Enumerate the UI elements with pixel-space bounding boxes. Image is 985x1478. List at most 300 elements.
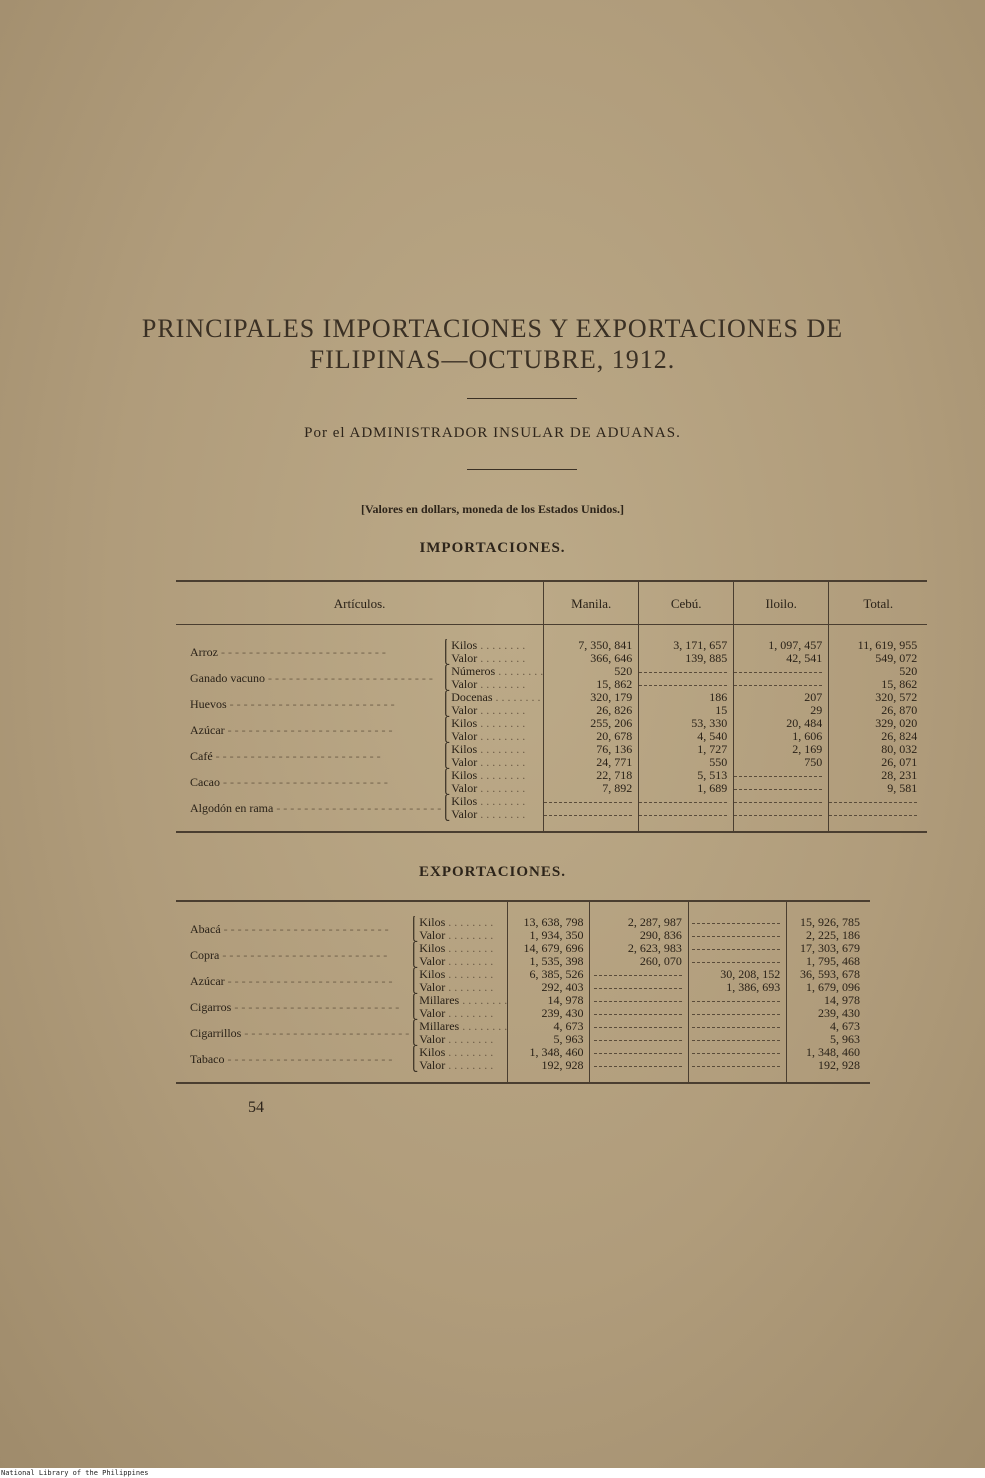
cell-cebu (590, 1020, 688, 1033)
unit-label (441, 691, 544, 704)
unit-label (441, 704, 544, 717)
cell-iloilo: 1, 386, 693 (688, 981, 786, 994)
brace-mark: ⎩ (409, 929, 419, 942)
brace-mark: ⎧ (441, 717, 451, 730)
cell-iloilo (734, 795, 829, 808)
leader-dots: - - - - - - - - - - - - - - - - - - - - - - - - (231, 999, 400, 1014)
empty-dash (639, 671, 727, 673)
leader-dots: - - - - - - - - - - - - - - - - - - - - - - - - (224, 1051, 393, 1066)
exports-table (176, 900, 870, 1084)
unit-label (441, 678, 544, 691)
cell-cebu (639, 665, 734, 678)
leader-dots: . . . . . . . . (477, 756, 526, 769)
cell-iloilo: 750 (734, 756, 829, 769)
cell-iloilo (688, 1020, 786, 1033)
brace-mark: ⎧ (409, 994, 419, 1007)
unit-text: Valor (419, 955, 446, 968)
cell-total: 1, 679, 096 (787, 981, 870, 994)
leader-dots: . . . . . . . . (445, 916, 494, 929)
cell-cebu (590, 981, 688, 994)
empty-dash (734, 814, 822, 816)
unit-label (409, 1046, 508, 1059)
unit-text: Valor (419, 1033, 446, 1046)
unit-text: Kilos (451, 743, 478, 756)
item-name-text: Cacao (190, 774, 220, 789)
item-name (176, 665, 441, 691)
leader-dots: - - - - - - - - - - - - - - - - - - - - - - - - (219, 947, 388, 962)
leader-dots: . . . . . . . . (477, 678, 526, 691)
item-name-text: Cigarrillos (190, 1025, 242, 1040)
table-row (176, 665, 927, 678)
cell-manila: 192, 928 (508, 1059, 590, 1072)
cell-iloilo (734, 769, 829, 782)
unit-label (441, 652, 544, 665)
cell-cebu: 4, 540 (639, 730, 734, 743)
unit-text: Kilos (419, 942, 446, 955)
cell-total (829, 808, 928, 821)
cell-cebu (590, 1033, 688, 1046)
unit-text: Kilos (419, 1046, 446, 1059)
empty-dash (734, 684, 822, 686)
unit-label (409, 1020, 508, 1033)
empty-dash (692, 922, 780, 924)
item-name-text: Azúcar (190, 722, 225, 737)
leader-dots: - - - - - - - - - - - - - - - - - - - - - - - - (264, 670, 433, 685)
cell-manila: 76, 136 (544, 743, 639, 756)
brace-mark: ⎧ (441, 639, 451, 652)
cell-cebu (639, 808, 734, 821)
unit-text: Millares (419, 994, 460, 1007)
unit-label (409, 1033, 508, 1046)
table-row (176, 942, 870, 955)
currency-note: [Valores en dollars, moneda de los Estados Unidos.] (360, 502, 625, 516)
exports-heading: EXPORTACIONES. (419, 864, 566, 880)
cell-cebu: 2, 623, 983 (590, 942, 688, 955)
cell-total: 26, 824 (829, 730, 928, 743)
empty-dash (594, 974, 682, 976)
unit-text: Millares (419, 1020, 460, 1033)
cell-manila: 1, 934, 350 (508, 929, 590, 942)
author-rule (467, 469, 577, 470)
empty-dash (692, 1065, 780, 1067)
cell-total: 5, 963 (787, 1033, 870, 1046)
cell-cebu: 290, 836 (590, 929, 688, 942)
brace-mark: ⎩ (441, 678, 451, 691)
cell-total: 4, 673 (787, 1020, 870, 1033)
brace-mark: ⎧ (409, 1046, 419, 1059)
unit-label (441, 782, 544, 795)
item-name (176, 968, 409, 994)
brace-mark: ⎩ (409, 1033, 419, 1046)
unit-label (441, 808, 544, 821)
unit-label (441, 730, 544, 743)
brace-mark: ⎩ (409, 955, 419, 968)
leader-dots: - - - - - - - - - - - - - - - - - - - - - - - - (217, 644, 386, 659)
leader-dots: . . . . . . . . (477, 795, 526, 808)
brace-mark: ⎧ (441, 691, 451, 704)
leader-dots: . . . . . . . . (445, 981, 494, 994)
brace-mark: ⎧ (441, 795, 451, 808)
unit-text: Valor (419, 929, 446, 942)
item-name-text: Tabaco (190, 1051, 225, 1066)
unit-text: Valor (451, 808, 478, 821)
cell-total: 192, 928 (787, 1059, 870, 1072)
unit-text: Valor (451, 782, 478, 795)
unit-label (409, 929, 508, 942)
leader-dots: . . . . . . . . (477, 730, 526, 743)
cell-total: 15, 926, 785 (787, 916, 870, 929)
unit-label (441, 717, 544, 730)
cell-iloilo (688, 929, 786, 942)
leader-dots: . . . . . . . . (477, 769, 526, 782)
leader-dots: - - - - - - - - - - - - - - - - - - - - - - - - (273, 800, 442, 815)
cell-total: 329, 020 (829, 717, 928, 730)
brace-mark: ⎧ (409, 1020, 419, 1033)
cell-iloilo (688, 994, 786, 1007)
empty-dash (829, 814, 917, 816)
cell-cebu (590, 1007, 688, 1020)
item-name (176, 769, 441, 795)
cell-iloilo: 30, 208, 152 (688, 968, 786, 981)
brace-mark: ⎩ (441, 704, 451, 717)
table-row (176, 1020, 870, 1033)
cell-manila: 24, 771 (544, 756, 639, 769)
brace-mark: ⎧ (441, 743, 451, 756)
brace-mark: ⎧ (441, 769, 451, 782)
cell-iloilo (688, 942, 786, 955)
header-articulos: Artículos. (176, 581, 544, 625)
leader-dots: . . . . . . . . (445, 968, 494, 981)
unit-text: Valor (451, 756, 478, 769)
leader-dots: . . . . . . . . (445, 1046, 494, 1059)
cell-total: 17, 303, 679 (787, 942, 870, 955)
unit-label (409, 981, 508, 994)
item-name-text: Algodón en rama (190, 800, 274, 815)
cell-manila: 4, 673 (508, 1020, 590, 1033)
cell-manila: 320, 179 (544, 691, 639, 704)
leader-dots: - - - - - - - - - - - - - - - - - - - - - - - - (212, 748, 381, 763)
cell-total: 14, 978 (787, 994, 870, 1007)
cell-cebu: 3, 171, 657 (639, 639, 734, 652)
cell-manila: 14, 679, 696 (508, 942, 590, 955)
unit-label (409, 968, 508, 981)
cell-manila: 14, 978 (508, 994, 590, 1007)
item-name (176, 743, 441, 769)
empty-dash (734, 671, 822, 673)
leader-dots: . . . . . . . . (477, 782, 526, 795)
cell-manila: 7, 892 (544, 782, 639, 795)
cell-cebu: 1, 727 (639, 743, 734, 756)
unit-label (441, 743, 544, 756)
empty-dash (594, 987, 682, 989)
cell-manila: 6, 385, 526 (508, 968, 590, 981)
cell-total: 549, 072 (829, 652, 928, 665)
empty-dash (544, 801, 632, 803)
imports-heading: IMPORTACIONES. (419, 540, 566, 556)
leader-dots: - - - - - - - - - - - - - - - - - - - - - - - - (226, 696, 395, 711)
brace-mark: ⎩ (409, 1059, 419, 1072)
cell-iloilo (688, 1046, 786, 1059)
cell-cebu (590, 994, 688, 1007)
brace-mark: ⎩ (409, 1007, 419, 1020)
unit-text: Valor (451, 652, 478, 665)
cell-total: 9, 581 (829, 782, 928, 795)
empty-dash (692, 935, 780, 937)
empty-dash (692, 1013, 780, 1015)
unit-text: Docenas (451, 691, 493, 704)
empty-dash (594, 1039, 682, 1041)
leader-dots: - - - - - - - - - - - - - - - - - - - - - - - - (220, 921, 389, 936)
cell-total: 15, 862 (829, 678, 928, 691)
unit-label (409, 994, 508, 1007)
table-row (176, 769, 927, 782)
cell-iloilo (688, 1059, 786, 1072)
title-line-1: PRINCIPALES IMPORTACIONES Y EXPORTACIONES DE (141, 314, 844, 343)
empty-dash (544, 814, 632, 816)
empty-dash (594, 1052, 682, 1054)
empty-dash (639, 801, 727, 803)
unit-label (441, 665, 544, 678)
imports-header-row (176, 581, 927, 625)
unit-label (441, 756, 544, 769)
cell-cebu: 1, 689 (639, 782, 734, 795)
item-name-text: Abacá (190, 921, 221, 936)
item-name-text: Ganado vacuno (190, 670, 265, 685)
cell-cebu (590, 1046, 688, 1059)
cell-cebu: 53, 330 (639, 717, 734, 730)
item-name-text: Azúcar (190, 973, 225, 988)
table-row (176, 916, 870, 929)
leader-dots: . . . . . . . . (495, 665, 544, 678)
brace-mark: ⎩ (441, 782, 451, 795)
cell-cebu: 15 (639, 704, 734, 717)
cell-iloilo: 1, 606 (734, 730, 829, 743)
leader-dots: . . . . . . . . (445, 955, 494, 968)
leader-dots: . . . . . . . . (445, 942, 494, 955)
cell-total: 26, 870 (829, 704, 928, 717)
cell-iloilo (734, 782, 829, 795)
empty-dash (692, 1039, 780, 1041)
cell-manila: 26, 826 (544, 704, 639, 717)
cell-manila: 15, 862 (544, 678, 639, 691)
footer-credit: National Library of the Philippines (0, 1468, 985, 1478)
cell-iloilo: 29 (734, 704, 829, 717)
title-rule (467, 398, 577, 399)
unit-text: Kilos (451, 717, 478, 730)
unit-label (409, 942, 508, 955)
cell-iloilo: 207 (734, 691, 829, 704)
cell-total (829, 795, 928, 808)
unit-text: Kilos (451, 769, 478, 782)
item-name-text: Copra (190, 947, 220, 962)
cell-cebu: 260, 070 (590, 955, 688, 968)
cell-total: 26, 071 (829, 756, 928, 769)
cell-cebu (590, 968, 688, 981)
cell-manila: 20, 678 (544, 730, 639, 743)
item-name (176, 916, 409, 942)
cell-iloilo (734, 808, 829, 821)
leader-dots: - - - - - - - - - - - - - - - - - - - - - - - - (224, 722, 393, 737)
cell-manila: 366, 646 (544, 652, 639, 665)
unit-label (441, 795, 544, 808)
empty-dash (639, 684, 727, 686)
cell-total: 2, 225, 186 (787, 929, 870, 942)
cell-manila: 255, 206 (544, 717, 639, 730)
cell-iloilo: 1, 097, 457 (734, 639, 829, 652)
author-line: Por el ADMINISTRADOR INSULAR DE ADUANAS. (304, 425, 681, 441)
empty-dash (594, 1026, 682, 1028)
empty-dash (639, 814, 727, 816)
brace-mark: ⎩ (441, 808, 451, 821)
item-name (176, 795, 441, 821)
leader-dots: . . . . . . . . (477, 717, 526, 730)
leader-dots: . . . . . . . . (477, 652, 526, 665)
cell-manila: 1, 348, 460 (508, 1046, 590, 1059)
leader-dots: . . . . . . . . (459, 994, 508, 1007)
cell-iloilo (688, 916, 786, 929)
brace-mark: ⎩ (441, 730, 451, 743)
table-row (176, 1046, 870, 1059)
brace-mark: ⎧ (409, 942, 419, 955)
empty-dash (692, 1052, 780, 1054)
item-name-text: Huevos (190, 696, 227, 711)
unit-label (409, 1059, 508, 1072)
unit-label (441, 639, 544, 652)
cell-iloilo: 42, 541 (734, 652, 829, 665)
cell-cebu (639, 795, 734, 808)
unit-label (409, 916, 508, 929)
empty-dash (692, 1026, 780, 1028)
brace-mark: ⎧ (441, 665, 451, 678)
unit-text: Valor (451, 730, 478, 743)
brace-mark: ⎧ (409, 916, 419, 929)
header-manila: Manila. (544, 581, 639, 625)
table-row (176, 994, 870, 1007)
cell-manila: 292, 403 (508, 981, 590, 994)
unit-text: Kilos (419, 916, 446, 929)
cell-manila (544, 808, 639, 821)
unit-text: Valor (451, 678, 478, 691)
item-name (176, 1020, 409, 1046)
cell-total: 1, 795, 468 (787, 955, 870, 968)
cell-iloilo (688, 1007, 786, 1020)
unit-text: Valor (419, 981, 446, 994)
unit-label (441, 769, 544, 782)
leader-dots: - - - - - - - - - - - - - - - - - - - - - - - - (241, 1025, 410, 1040)
unit-text: Valor (419, 1007, 446, 1020)
cell-total: 80, 032 (829, 743, 928, 756)
cell-iloilo (688, 1033, 786, 1046)
leader-dots: . . . . . . . . (445, 1033, 494, 1046)
empty-dash (594, 1013, 682, 1015)
cell-total: 11, 619, 955 (829, 639, 928, 652)
brace-mark: ⎩ (441, 756, 451, 769)
empty-dash (692, 961, 780, 963)
empty-dash (692, 1000, 780, 1002)
leader-dots: . . . . . . . . (477, 808, 526, 821)
item-name (176, 1046, 409, 1072)
brace-mark: ⎧ (409, 968, 419, 981)
empty-dash (692, 948, 780, 950)
unit-text: Valor (419, 1059, 446, 1072)
empty-dash (734, 775, 822, 777)
empty-dash (829, 801, 917, 803)
leader-dots: . . . . . . . . (459, 1020, 508, 1033)
cell-total: 36, 593, 678 (787, 968, 870, 981)
header-total: Total. (829, 581, 928, 625)
cell-manila: 5, 963 (508, 1033, 590, 1046)
brace-mark: ⎩ (409, 981, 419, 994)
cell-iloilo: 2, 169 (734, 743, 829, 756)
item-name (176, 994, 409, 1020)
unit-text: Kilos (419, 968, 446, 981)
cell-iloilo: 20, 484 (734, 717, 829, 730)
empty-dash (734, 801, 822, 803)
cell-manila: 520 (544, 665, 639, 678)
cell-cebu: 186 (639, 691, 734, 704)
cell-cebu: 5, 513 (639, 769, 734, 782)
cell-cebu (590, 1059, 688, 1072)
cell-cebu: 550 (639, 756, 734, 769)
cell-cebu: 139, 885 (639, 652, 734, 665)
imports-table (176, 580, 927, 833)
leader-dots: . . . . . . . . (445, 1007, 494, 1020)
table-row (176, 795, 927, 808)
unit-label (409, 955, 508, 968)
empty-dash (594, 1065, 682, 1067)
cell-total: 28, 231 (829, 769, 928, 782)
leader-dots: . . . . . . . . (477, 639, 526, 652)
leader-dots: . . . . . . . . (477, 743, 526, 756)
cell-total: 320, 572 (829, 691, 928, 704)
leader-dots: . . . . . . . . (492, 691, 541, 704)
unit-text: Números (451, 665, 496, 678)
leader-dots: . . . . . . . . (477, 704, 526, 717)
title-line-2: FILIPINAS—OCTUBRE, 1912. (309, 345, 676, 374)
item-name (176, 717, 441, 743)
unit-text: Kilos (451, 795, 478, 808)
leader-dots: . . . . . . . . (445, 1059, 494, 1072)
cell-manila: 7, 350, 841 (544, 639, 639, 652)
page-number: 54 (248, 1099, 264, 1116)
unit-label (409, 1007, 508, 1020)
unit-text: Kilos (451, 639, 478, 652)
cell-manila: 1, 535, 398 (508, 955, 590, 968)
item-name (176, 691, 441, 717)
cell-manila: 239, 430 (508, 1007, 590, 1020)
cell-total: 1, 348, 460 (787, 1046, 870, 1059)
item-name-text: Arroz (190, 644, 218, 659)
empty-dash (734, 788, 822, 790)
cell-cebu: 2, 287, 987 (590, 916, 688, 929)
cell-manila (544, 795, 639, 808)
item-name (176, 639, 441, 665)
brace-mark: ⎩ (441, 652, 451, 665)
cell-manila: 22, 718 (544, 769, 639, 782)
header-iloilo: Iloilo. (734, 581, 829, 625)
leader-dots: - - - - - - - - - - - - - - - - - - - - - - - - (224, 973, 393, 988)
cell-total: 239, 430 (787, 1007, 870, 1020)
item-name-text: Café (190, 748, 213, 763)
header-cebu: Cebú. (639, 581, 734, 625)
leader-dots: - - - - - - - - - - - - - - - - - - - - - - - - (219, 774, 388, 789)
item-name-text: Cigarros (190, 999, 232, 1014)
cell-total: 520 (829, 665, 928, 678)
empty-dash (594, 1000, 682, 1002)
leader-dots: . . . . . . . . (445, 929, 494, 942)
unit-text: Valor (451, 704, 478, 717)
cell-manila: 13, 638, 798 (508, 916, 590, 929)
